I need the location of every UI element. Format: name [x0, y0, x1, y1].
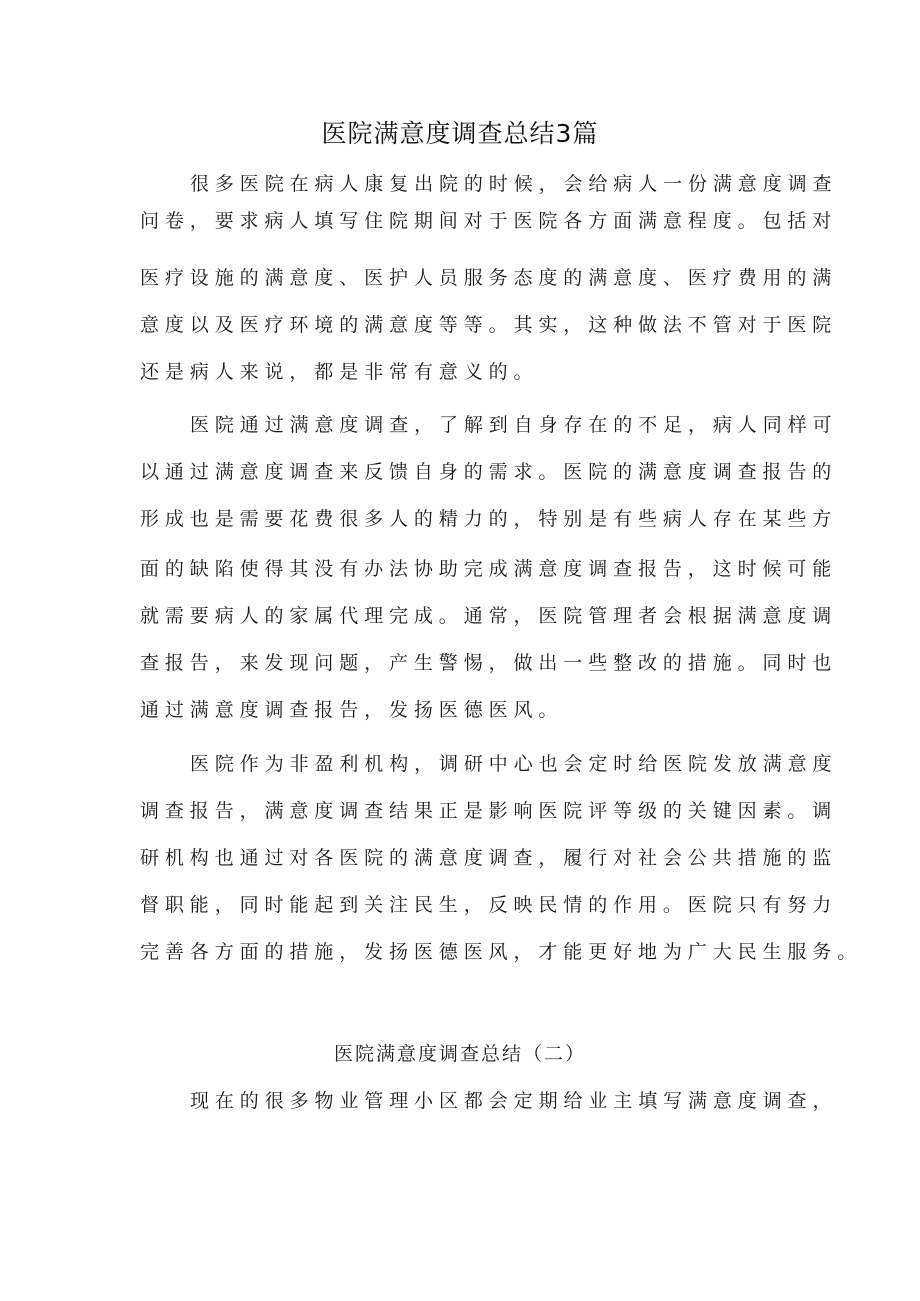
text-line: 查报告，来发现问题，产生警惕，做出一些整改的措施。同时也: [140, 652, 838, 674]
text-line: 问卷，要求病人填写住院期间对于医院各方面满意程度。包括对: [140, 210, 838, 232]
text-line: 调查报告，满意度调查结果正是影响医院评等级的关键因素。调: [140, 800, 838, 822]
text-line: 面的缺陷使得其没有办法协助完成满意度调查报告，这时候可能: [140, 558, 838, 580]
text-line: 督职能，同时能起到关注民生，反映民情的作用。医院只有努力: [140, 894, 838, 916]
text-line: 还是病人来说，都是非常有意义的。: [140, 361, 539, 383]
text-line: 医疗设施的满意度、医护人员服务态度的满意度、医疗费用的满: [140, 267, 838, 289]
text-line: 研机构也通过对各医院的满意度调查，履行对社会公共措施的监: [140, 847, 838, 869]
text-line: 形成也是需要花费很多人的精力的，特别是有些病人存在某些方: [140, 508, 838, 530]
text-line: 医院通过满意度调查，了解到自身存在的不足，病人同样可: [190, 414, 838, 436]
text-line: 通过满意度调查报告，发扬医德医风。: [140, 699, 564, 721]
text-line: 以通过满意度调查来反馈自身的需求。医院的满意度调查报告的: [140, 461, 838, 483]
section-heading: 医院满意度调查总结（二）: [333, 1043, 586, 1065]
text-line: 意度以及医疗环境的满意度等等。其实，这种做法不管对于医院: [140, 314, 838, 336]
document-title: 医院满意度调查总结3篇: [321, 119, 599, 148]
text-line: 完善各方面的措施，发扬医德医风，才能更好地为广大民生服务。: [140, 941, 863, 963]
text-line: 就需要病人的家属代理完成。通常，医院管理者会根据满意度调: [140, 605, 838, 627]
text-line: 现在的很多物业管理小区都会定期给业主填写满意度调查，: [190, 1090, 838, 1112]
text-line: 医院作为非盈利机构，调研中心也会定时给医院发放满意度: [190, 753, 838, 775]
text-line: 很多医院在病人康复出院的时候，会给病人一份满意度调查: [190, 173, 838, 195]
